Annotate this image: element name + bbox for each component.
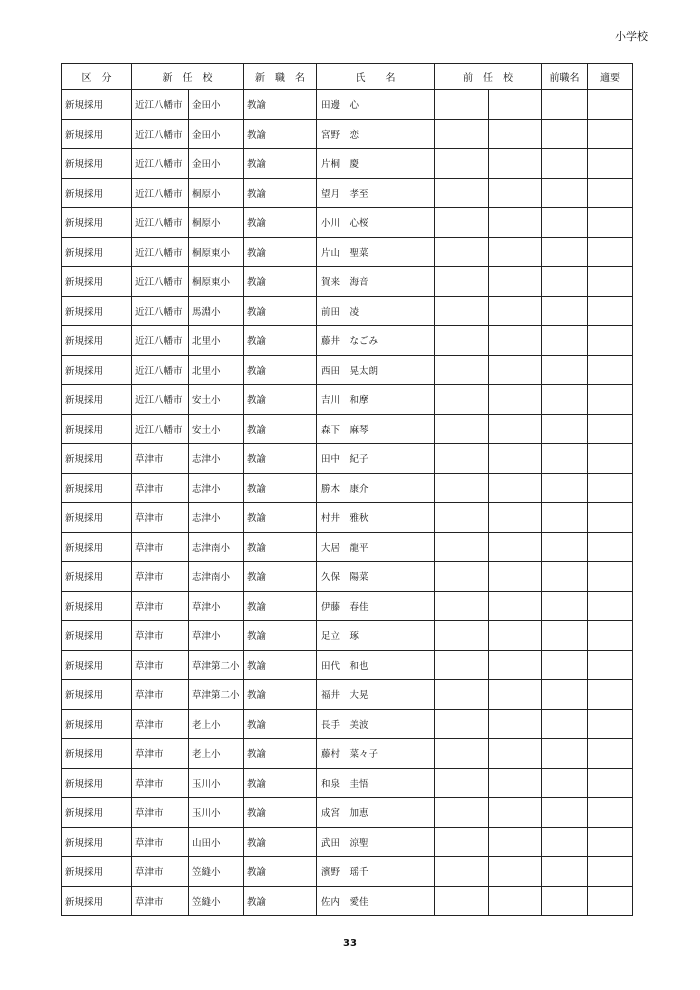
previous-school-name-cell xyxy=(489,119,542,149)
header-previous-position: 前職名 xyxy=(542,64,588,90)
table-row xyxy=(62,532,633,562)
new-position-cell: 教諭 xyxy=(244,296,317,326)
new-position-cell: 教諭 xyxy=(244,709,317,739)
category-cell: 新規採用 xyxy=(62,444,132,474)
new-position-cell: 教諭 xyxy=(244,326,317,356)
name-cell: 望月 孝至 xyxy=(317,178,435,208)
category-cell: 新規採用 xyxy=(62,473,132,503)
name-cell: 田代 和也 xyxy=(317,650,435,680)
previous-school-city-cell xyxy=(435,562,489,592)
previous-position-cell xyxy=(542,827,588,857)
remarks-cell xyxy=(588,680,633,710)
new-school-city-cell: 草津市 xyxy=(132,768,189,798)
table-row xyxy=(62,798,633,828)
previous-school-city-cell xyxy=(435,886,489,916)
previous-school-name-cell xyxy=(489,90,542,120)
new-position-cell: 教諭 xyxy=(244,149,317,179)
previous-position-cell xyxy=(542,178,588,208)
remarks-cell xyxy=(588,414,633,444)
new-position-cell: 教諭 xyxy=(244,798,317,828)
table-row xyxy=(62,621,633,651)
name-cell: 和泉 圭悟 xyxy=(317,768,435,798)
previous-school-name-cell xyxy=(489,149,542,179)
name-cell: 武田 涼聖 xyxy=(317,827,435,857)
new-school-name-cell: 笠縫小 xyxy=(189,857,244,887)
previous-school-city-cell xyxy=(435,149,489,179)
name-cell: 濱野 瑶千 xyxy=(317,857,435,887)
table-row xyxy=(62,237,633,267)
name-cell: 藤井 なごみ xyxy=(317,326,435,356)
table-row xyxy=(62,385,633,415)
category-cell: 新規採用 xyxy=(62,149,132,179)
name-cell: 吉川 和摩 xyxy=(317,385,435,415)
previous-school-city-cell xyxy=(435,355,489,385)
category-cell: 新規採用 xyxy=(62,414,132,444)
previous-position-cell xyxy=(542,149,588,179)
previous-school-name-cell xyxy=(489,739,542,769)
previous-position-cell xyxy=(542,355,588,385)
new-school-city-cell: 草津市 xyxy=(132,709,189,739)
new-school-city-cell: 草津市 xyxy=(132,444,189,474)
new-school-name-cell: 笠縫小 xyxy=(189,886,244,916)
previous-school-name-cell xyxy=(489,650,542,680)
table-body xyxy=(62,90,633,916)
name-cell: 田邊 心 xyxy=(317,90,435,120)
previous-school-name-cell xyxy=(489,296,542,326)
new-school-city-cell: 草津市 xyxy=(132,562,189,592)
remarks-cell xyxy=(588,296,633,326)
previous-position-cell xyxy=(542,709,588,739)
new-school-name-cell: 玉川小 xyxy=(189,768,244,798)
previous-position-cell xyxy=(542,798,588,828)
category-cell: 新規採用 xyxy=(62,680,132,710)
category-cell: 新規採用 xyxy=(62,768,132,798)
new-school-name-cell: 山田小 xyxy=(189,827,244,857)
new-school-city-cell: 近江八幡市 xyxy=(132,208,189,238)
previous-school-name-cell xyxy=(489,208,542,238)
table-row xyxy=(62,827,633,857)
new-school-name-cell: 老上小 xyxy=(189,709,244,739)
remarks-cell xyxy=(588,532,633,562)
table-row xyxy=(62,296,633,326)
previous-position-cell xyxy=(542,650,588,680)
header-previous-school: 前 任 校 xyxy=(435,64,542,90)
new-position-cell: 教諭 xyxy=(244,562,317,592)
name-cell: 伊藤 春佳 xyxy=(317,591,435,621)
previous-school-name-cell xyxy=(489,237,542,267)
previous-school-city-cell xyxy=(435,385,489,415)
previous-position-cell xyxy=(542,886,588,916)
previous-school-city-cell xyxy=(435,532,489,562)
remarks-cell xyxy=(588,562,633,592)
previous-position-cell xyxy=(542,768,588,798)
new-position-cell: 教諭 xyxy=(244,237,317,267)
remarks-cell xyxy=(588,886,633,916)
previous-school-city-cell xyxy=(435,857,489,887)
table-row xyxy=(62,650,633,680)
new-school-city-cell: 近江八幡市 xyxy=(132,149,189,179)
previous-school-city-cell xyxy=(435,473,489,503)
previous-school-city-cell xyxy=(435,267,489,297)
header-name: 氏 名 xyxy=(317,64,435,90)
new-school-city-cell: 草津市 xyxy=(132,503,189,533)
previous-position-cell xyxy=(542,326,588,356)
table-row xyxy=(62,768,633,798)
new-school-name-cell: 金田小 xyxy=(189,90,244,120)
new-school-name-cell: 草津小 xyxy=(189,621,244,651)
name-cell: 片桐 慶 xyxy=(317,149,435,179)
previous-school-city-cell xyxy=(435,827,489,857)
name-cell: 長手 美波 xyxy=(317,709,435,739)
previous-school-city-cell xyxy=(435,503,489,533)
previous-school-name-cell xyxy=(489,562,542,592)
category-cell: 新規採用 xyxy=(62,621,132,651)
new-school-city-cell: 近江八幡市 xyxy=(132,296,189,326)
new-position-cell: 教諭 xyxy=(244,473,317,503)
remarks-cell xyxy=(588,90,633,120)
remarks-cell xyxy=(588,237,633,267)
table-row xyxy=(62,178,633,208)
name-cell: 小川 心桜 xyxy=(317,208,435,238)
previous-school-name-cell xyxy=(489,768,542,798)
name-cell: 賀来 海音 xyxy=(317,267,435,297)
new-school-city-cell: 近江八幡市 xyxy=(132,355,189,385)
new-school-city-cell: 草津市 xyxy=(132,621,189,651)
name-cell: 森下 麻琴 xyxy=(317,414,435,444)
new-school-city-cell: 近江八幡市 xyxy=(132,326,189,356)
previous-school-name-cell xyxy=(489,591,542,621)
previous-school-city-cell xyxy=(435,296,489,326)
category-cell: 新規採用 xyxy=(62,119,132,149)
previous-school-city-cell xyxy=(435,237,489,267)
new-school-city-cell: 近江八幡市 xyxy=(132,237,189,267)
new-position-cell: 教諭 xyxy=(244,178,317,208)
new-school-city-cell: 草津市 xyxy=(132,532,189,562)
table-row xyxy=(62,444,633,474)
category-cell: 新規採用 xyxy=(62,886,132,916)
new-position-cell: 教諭 xyxy=(244,444,317,474)
previous-school-name-cell xyxy=(489,827,542,857)
category-cell: 新規採用 xyxy=(62,178,132,208)
new-position-cell: 教諭 xyxy=(244,119,317,149)
table-row xyxy=(62,90,633,120)
category-cell: 新規採用 xyxy=(62,650,132,680)
new-school-city-cell: 近江八幡市 xyxy=(132,385,189,415)
name-cell: 佐内 愛佳 xyxy=(317,886,435,916)
new-position-cell: 教諭 xyxy=(244,385,317,415)
new-position-cell: 教諭 xyxy=(244,621,317,651)
previous-school-name-cell xyxy=(489,532,542,562)
new-position-cell: 教諭 xyxy=(244,827,317,857)
new-school-name-cell: 桐原小 xyxy=(189,178,244,208)
header-remarks: 適要 xyxy=(588,64,633,90)
new-school-name-cell: 草津小 xyxy=(189,591,244,621)
new-position-cell: 教諭 xyxy=(244,650,317,680)
new-position-cell: 教諭 xyxy=(244,857,317,887)
table-row xyxy=(62,739,633,769)
table-row xyxy=(62,355,633,385)
previous-position-cell xyxy=(542,208,588,238)
previous-position-cell xyxy=(542,621,588,651)
new-school-name-cell: 北里小 xyxy=(189,326,244,356)
school-type-label: 小学校 xyxy=(615,30,648,43)
new-position-cell: 教諭 xyxy=(244,90,317,120)
category-cell: 新規採用 xyxy=(62,591,132,621)
name-cell: 成宮 加恵 xyxy=(317,798,435,828)
remarks-cell xyxy=(588,267,633,297)
header-new-position: 新 職 名 xyxy=(244,64,317,90)
category-cell: 新規採用 xyxy=(62,857,132,887)
category-cell: 新規採用 xyxy=(62,237,132,267)
table-header-row xyxy=(62,64,633,90)
new-school-name-cell: 金田小 xyxy=(189,149,244,179)
new-position-cell: 教諭 xyxy=(244,503,317,533)
name-cell: 大居 龍平 xyxy=(317,532,435,562)
previous-school-city-cell xyxy=(435,739,489,769)
name-cell: 勝木 康介 xyxy=(317,473,435,503)
category-cell: 新規採用 xyxy=(62,90,132,120)
category-cell: 新規採用 xyxy=(62,562,132,592)
previous-position-cell xyxy=(542,296,588,326)
previous-position-cell xyxy=(542,591,588,621)
table-row xyxy=(62,414,633,444)
previous-position-cell xyxy=(542,385,588,415)
new-school-name-cell: 志津小 xyxy=(189,503,244,533)
remarks-cell xyxy=(588,444,633,474)
table-row xyxy=(62,562,633,592)
remarks-cell xyxy=(588,326,633,356)
new-school-city-cell: 近江八幡市 xyxy=(132,178,189,208)
new-school-city-cell: 近江八幡市 xyxy=(132,90,189,120)
remarks-cell xyxy=(588,798,633,828)
table-row xyxy=(62,503,633,533)
name-cell: 片山 聖菜 xyxy=(317,237,435,267)
new-school-city-cell: 草津市 xyxy=(132,650,189,680)
new-school-name-cell: 玉川小 xyxy=(189,798,244,828)
table-row xyxy=(62,208,633,238)
new-school-city-cell: 草津市 xyxy=(132,473,189,503)
new-school-name-cell: 安土小 xyxy=(189,414,244,444)
new-school-name-cell: 草津第二小 xyxy=(189,650,244,680)
new-school-name-cell: 桐原東小 xyxy=(189,237,244,267)
new-school-name-cell: 志津小 xyxy=(189,473,244,503)
new-position-cell: 教諭 xyxy=(244,886,317,916)
name-cell: 足立 琢 xyxy=(317,621,435,651)
table-row xyxy=(62,267,633,297)
new-school-name-cell: 志津南小 xyxy=(189,532,244,562)
page-number: 33 xyxy=(343,938,357,949)
new-school-name-cell: 金田小 xyxy=(189,119,244,149)
remarks-cell xyxy=(588,650,633,680)
previous-school-name-cell xyxy=(489,886,542,916)
remarks-cell xyxy=(588,591,633,621)
previous-school-city-cell xyxy=(435,768,489,798)
previous-position-cell xyxy=(542,562,588,592)
previous-school-name-cell xyxy=(489,621,542,651)
previous-school-city-cell xyxy=(435,208,489,238)
name-cell: 田中 紀子 xyxy=(317,444,435,474)
remarks-cell xyxy=(588,621,633,651)
category-cell: 新規採用 xyxy=(62,208,132,238)
personnel-table xyxy=(61,63,633,916)
new-school-city-cell: 草津市 xyxy=(132,827,189,857)
previous-position-cell xyxy=(542,503,588,533)
category-cell: 新規採用 xyxy=(62,296,132,326)
previous-school-city-cell xyxy=(435,680,489,710)
previous-school-city-cell xyxy=(435,178,489,208)
new-school-name-cell: 馬淵小 xyxy=(189,296,244,326)
previous-school-name-cell xyxy=(489,326,542,356)
table-row xyxy=(62,119,633,149)
category-cell: 新規採用 xyxy=(62,827,132,857)
new-school-name-cell: 老上小 xyxy=(189,739,244,769)
previous-school-name-cell xyxy=(489,178,542,208)
new-position-cell: 教諭 xyxy=(244,414,317,444)
new-school-name-cell: 桐原東小 xyxy=(189,267,244,297)
new-school-name-cell: 志津小 xyxy=(189,444,244,474)
previous-position-cell xyxy=(542,444,588,474)
previous-school-city-cell xyxy=(435,119,489,149)
name-cell: 福井 大晃 xyxy=(317,680,435,710)
previous-school-name-cell xyxy=(489,414,542,444)
table-row xyxy=(62,680,633,710)
previous-school-name-cell xyxy=(489,385,542,415)
table-row xyxy=(62,857,633,887)
new-school-name-cell: 桐原小 xyxy=(189,208,244,238)
previous-school-name-cell xyxy=(489,798,542,828)
table-row xyxy=(62,886,633,916)
name-cell: 前田 凌 xyxy=(317,296,435,326)
new-school-city-cell: 草津市 xyxy=(132,798,189,828)
previous-school-name-cell xyxy=(489,473,542,503)
new-school-name-cell: 草津第二小 xyxy=(189,680,244,710)
category-cell: 新規採用 xyxy=(62,326,132,356)
new-school-city-cell: 近江八幡市 xyxy=(132,414,189,444)
table-row xyxy=(62,149,633,179)
remarks-cell xyxy=(588,768,633,798)
previous-position-cell xyxy=(542,680,588,710)
name-cell: 村井 雅秋 xyxy=(317,503,435,533)
remarks-cell xyxy=(588,503,633,533)
previous-position-cell xyxy=(542,119,588,149)
remarks-cell xyxy=(588,473,633,503)
new-position-cell: 教諭 xyxy=(244,739,317,769)
new-school-city-cell: 草津市 xyxy=(132,591,189,621)
new-position-cell: 教諭 xyxy=(244,355,317,385)
table-row xyxy=(62,591,633,621)
name-cell: 藤村 菜々子 xyxy=(317,739,435,769)
name-cell: 久保 陽菜 xyxy=(317,562,435,592)
new-position-cell: 教諭 xyxy=(244,208,317,238)
previous-position-cell xyxy=(542,267,588,297)
new-position-cell: 教諭 xyxy=(244,768,317,798)
remarks-cell xyxy=(588,739,633,769)
remarks-cell xyxy=(588,208,633,238)
previous-school-city-cell xyxy=(435,414,489,444)
previous-school-name-cell xyxy=(489,709,542,739)
remarks-cell xyxy=(588,709,633,739)
new-school-name-cell: 志津南小 xyxy=(189,562,244,592)
name-cell: 西田 晃太朗 xyxy=(317,355,435,385)
previous-position-cell xyxy=(542,857,588,887)
table-row xyxy=(62,709,633,739)
category-cell: 新規採用 xyxy=(62,798,132,828)
remarks-cell xyxy=(588,355,633,385)
category-cell: 新規採用 xyxy=(62,385,132,415)
header-category: 区 分 xyxy=(62,64,132,90)
header-new-school: 新 任 校 xyxy=(132,64,244,90)
name-cell: 宮野 恋 xyxy=(317,119,435,149)
table-row xyxy=(62,473,633,503)
previous-school-city-cell xyxy=(435,798,489,828)
category-cell: 新規採用 xyxy=(62,532,132,562)
new-school-city-cell: 近江八幡市 xyxy=(132,267,189,297)
previous-school-name-cell xyxy=(489,267,542,297)
new-school-city-cell: 草津市 xyxy=(132,857,189,887)
remarks-cell xyxy=(588,827,633,857)
remarks-cell xyxy=(588,178,633,208)
previous-school-name-cell xyxy=(489,680,542,710)
previous-school-city-cell xyxy=(435,591,489,621)
new-school-name-cell: 北里小 xyxy=(189,355,244,385)
previous-position-cell xyxy=(542,90,588,120)
remarks-cell xyxy=(588,857,633,887)
remarks-cell xyxy=(588,149,633,179)
new-school-city-cell: 草津市 xyxy=(132,680,189,710)
previous-position-cell xyxy=(542,414,588,444)
previous-school-name-cell xyxy=(489,355,542,385)
new-school-city-cell: 草津市 xyxy=(132,739,189,769)
new-position-cell: 教諭 xyxy=(244,267,317,297)
previous-position-cell xyxy=(542,739,588,769)
previous-school-city-cell xyxy=(435,90,489,120)
new-position-cell: 教諭 xyxy=(244,591,317,621)
remarks-cell xyxy=(588,385,633,415)
previous-position-cell xyxy=(542,237,588,267)
category-cell: 新規採用 xyxy=(62,267,132,297)
previous-position-cell xyxy=(542,532,588,562)
previous-school-city-cell xyxy=(435,326,489,356)
new-school-name-cell: 安土小 xyxy=(189,385,244,415)
category-cell: 新規採用 xyxy=(62,739,132,769)
new-position-cell: 教諭 xyxy=(244,680,317,710)
new-position-cell: 教諭 xyxy=(244,532,317,562)
category-cell: 新規採用 xyxy=(62,503,132,533)
previous-school-name-cell xyxy=(489,444,542,474)
remarks-cell xyxy=(588,119,633,149)
previous-school-city-cell xyxy=(435,709,489,739)
category-cell: 新規採用 xyxy=(62,709,132,739)
category-cell: 新規採用 xyxy=(62,355,132,385)
new-school-city-cell: 草津市 xyxy=(132,886,189,916)
new-school-city-cell: 近江八幡市 xyxy=(132,119,189,149)
table-row xyxy=(62,326,633,356)
previous-school-city-cell xyxy=(435,621,489,651)
previous-school-city-cell xyxy=(435,650,489,680)
previous-school-city-cell xyxy=(435,444,489,474)
previous-position-cell xyxy=(542,473,588,503)
previous-school-name-cell xyxy=(489,857,542,887)
previous-school-name-cell xyxy=(489,503,542,533)
